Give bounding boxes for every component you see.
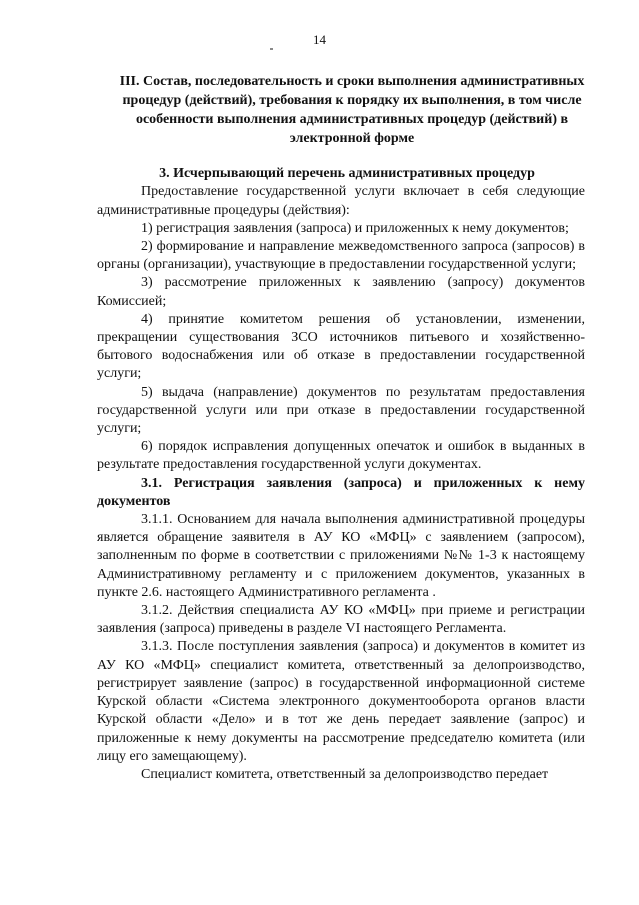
clause-3-1-3: 3.1.3. После поступления заявления (запроса) и документов в комитет из АУ КО «МФЦ» специалист комитета, ответственный за делопроизводство, регистрирует заявление (запрос) в государственной информационной системе Курской области «Система электронного документооборота органов власти Курской области «Дело» и в тот же день передает заявление (запрос) и приложенные к нему документы на рассмотрение председателю комитета (или лицу его замещающему). <box>97 639 585 764</box>
clause-heading-3-1: 3.1. Регистрация заявления (запроса) и приложенных к нему документов <box>97 475 585 509</box>
scan-mark <box>270 48 273 50</box>
body-text <box>97 183 585 784</box>
subsection-heading: 3. Исчерпывающий перечень административных процедур <box>159 166 535 181</box>
page-number: 14 <box>313 32 326 47</box>
paragraph-intro: Предоставление государственной услуги включает в себя следующие административные процедуры (действия): <box>97 184 585 218</box>
clause-3-1-1: 3.1.1. Основанием для начала выполнения административной процедуры является обращение заявителя в АУ КО «МФЦ» с заявлением (запросом), заполненным по форме в соответствии с приложениями №№ 1-3 к настоящему Административному регламенту и с приложением документов, указанных в пункте 2.6. настоящего Административного регламента . <box>97 512 585 600</box>
list-item-5: 5) выдача (направление) документов по результатам предоставления государственной услуги или при отказе в предоставлении государственной услуги; <box>97 384 585 437</box>
section-heading: III. Состав, последовательность и сроки выполнения административных процедур (действий), требования к порядку их выполнения, в том числе особенности выполнения административных процедур (действий) в электронной форме <box>119 74 585 146</box>
list-item-1: 1) регистрация заявления (запроса) и приложенных к нему документов; <box>141 220 569 236</box>
list-item-6: 6) порядок исправления допущенных опечаток и ошибок в выданных в результате предоставления государственной услуги документах. <box>97 439 585 473</box>
clause-3-1-2: 3.1.2. Действия специалиста АУ КО «МФЦ» при приеме и регистрации заявления (запроса) приведены в разделе VI настоящего Регламента. <box>97 603 585 637</box>
paragraph-continuation: Специалист комитета, ответственный за делопроизводство передает <box>141 766 549 782</box>
list-item-2: 2) формирование и направление межведомственного запроса (запросов) в органы (организации), участвующие в предоставлении государственной услуги; <box>97 239 585 273</box>
list-item-3: 3) рассмотрение приложенных к заявлению (запросу) документов Комиссией; <box>97 275 585 309</box>
list-item-4: 4) принятие комитетом решения об установлении, изменении, прекращении существования ЗСО источников питьевого и хозяйственно-бытового водоснабжения или об отказе в предоставлении государственной услуги; <box>97 311 585 382</box>
page-content <box>97 72 585 784</box>
